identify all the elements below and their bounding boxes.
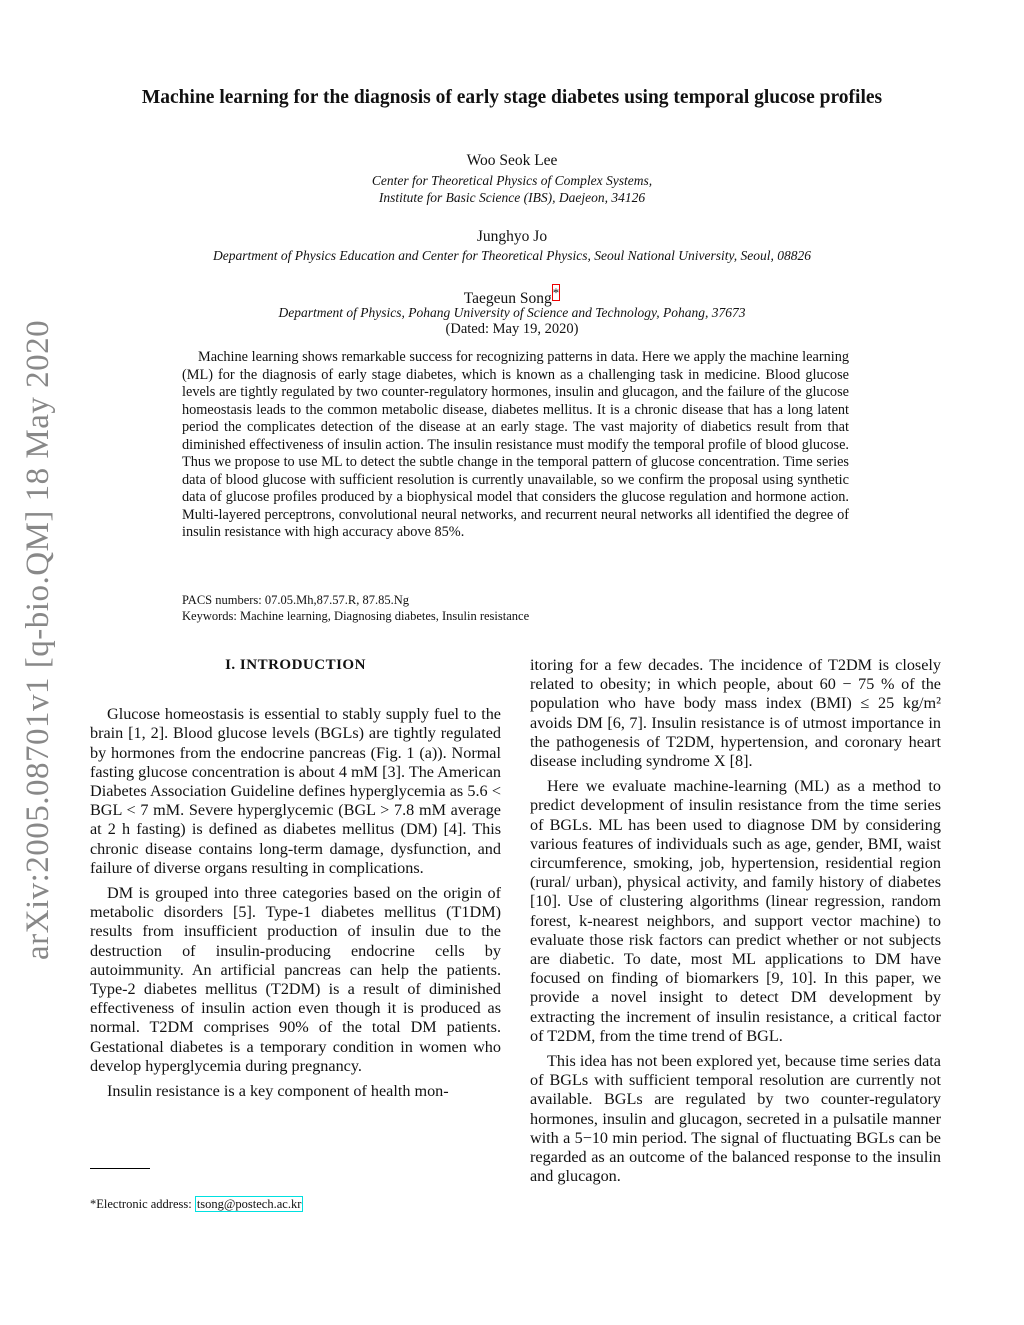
author-name: Woo Seok Lee bbox=[466, 152, 558, 169]
footnote bbox=[90, 1197, 303, 1212]
left-column bbox=[90, 656, 501, 1107]
pacs-keywords bbox=[182, 592, 529, 624]
body-paragraph: itoring for a few decades. The incidence of T2DM is closely related to obesity; in which people, about 60 − 75 % of the population who have body mass index (BMI) ≤ 25 kg/m² avoids DM [6, 7]. Insulin resistance is of utmost importance in the pathogenesis of T2DM, hypertension, and coronary heart disease including syndrome X [8]. bbox=[530, 656, 941, 771]
author-affiliation: Institute for Basic Science (IBS), Daejeon, 34126 bbox=[378, 190, 646, 205]
abstract: Machine learning shows remarkable success for recognizing patterns in data. Here we apply the machine learning (ML) for the diagnosis of early stage diabetes, which is known as a challenging task in medicine. Blood glucose levels are tightly regulated by two counter-regulatory hormones, insulin and glucagon, and the failure of the glucose homeostasis leads to the common metabolic disease, diabetes mellitus. It is a chronic disease that has a long latent period the complicates detection of the disease at an early stage. The vast majority of diabetics result from that diminished effectiveness of insulin action. The insulin resistance must modify the temporal profile of blood glucose. Thus we propose to use ML to detect the subtle change in the temporal pattern of glucose concentration. Time series data of blood glucose with sufficient resolution is currently unavailable, so we confirm the proposal using synthetic data of glucose profiles produced by a biophysical model that considers the glucose regulation and hormone action. Multi-layered perceptrons, convolutional neural networks, and recurrent neural networks all identified the degree of insulin resistance with high accuracy above 85%. bbox=[182, 349, 849, 540]
keywords: Keywords: Machine learning, Diagnosing diabetes, Insulin resistance bbox=[182, 609, 530, 623]
body-paragraph: Insulin resistance is a key component of health mon- bbox=[107, 1082, 449, 1101]
paper-title: Machine learning for the diagnosis of early stage diabetes using temporal glucose profiles bbox=[141, 87, 883, 108]
body-paragraph: Here we evaluate machine-learning (ML) as a method to predict development of insulin resistance from the time series of BGLs. ML has been used to diagnose DM by considering various features of individuals such as age, gender, BMI, waist circumference, smoking, job, hypertension, residential region (rural/ urban), physical activity, and family history of diabetes [10]. Use of clustering algorithms (linear regression, random forest, k-nearest neighbors, and support vector machine) to evaluate those risk factors can predict whether or not subjects are diabetic. To date, most ML applications to DM have focused on finding of biomarkers [9, 10]. In this paper, we provide a novel insight to detect DM development by extracting the increment of insulin resistance, a critical factor of T2DM, from the time trend of BGL. bbox=[530, 777, 941, 1045]
body-paragraph: DM is grouped into three categories based on the origin of metabolic disorders [5]. Type-1 diabetes mellitus (T1DM) results from insufficient production of insulin due to the destruction of insulin-producing endocrine cells by autoimmunity. An artificial pancreas can help the patients. Type-2 diabetes mellitus (T2DM) is a result of diminished effectiveness of insulin action even though it is produced as normal. T2DM comprises 90% of the total DM patients. Gestational diabetes is a temporary condition in women who develop hyperglycemia during pregnancy. bbox=[90, 884, 501, 1075]
author-affiliation: Department of Physics Education and Center for Theoretical Physics, Seoul National University, Seoul, 08826 bbox=[213, 248, 811, 263]
section-heading: I. INTRODUCTION bbox=[225, 657, 366, 673]
author-name: Junghyo Jo bbox=[476, 228, 548, 245]
footnote-label: *Electronic address: bbox=[90, 1197, 195, 1211]
arxiv-identifier-stamp: arXiv:2005.08701v1 [q-bio.QM] 18 May 2020 bbox=[20, 319, 56, 960]
author-affiliation: Center for Theoretical Physics of Complex Systems, bbox=[371, 173, 653, 188]
footnote-mark-link[interactable]: * bbox=[552, 285, 560, 300]
dated-line: (Dated: May 19, 2020) bbox=[445, 321, 579, 337]
author-affiliation: Department of Physics, Pohang University of Science and Technology, Pohang, 37673 bbox=[278, 305, 746, 320]
body-paragraph: This idea has not been explored yet, because time series data of BGLs with sufficient temporal resolution are currently not available. BGLs are regulated by two counter-regulatory hormones, insulin and glucagon, secreted in a pulsatile manner with a 5−10 min period. The signal of fluctuating BGLs can be regarded as an outcome of the balanced response to the insulin and glucagon. bbox=[530, 1052, 941, 1186]
email-link[interactable]: tsong@postech.ac.kr bbox=[196, 1197, 302, 1211]
right-column bbox=[530, 656, 941, 1192]
author-name: Taegeun Song bbox=[463, 290, 552, 308]
footnote-rule bbox=[90, 1168, 150, 1169]
body-paragraph: Glucose homeostasis is essential to stably supply fuel to the brain [1, 2]. Blood glucose levels (BGLs) are tightly regulated by hormones from the endocrine pancreas (Fig. 1 (a)). Normal fasting glucose concentration is about 4 mM [3]. The American Diabetes Association Guideline defines hyperglycemia as 5.6 < BGL < 7 mM. Severe hyperglycemic (BGL > 7.8 mM average at 2 h fasting) is defined as diabetes mellitus (DM) [4]. This chronic disease contains long-term damage, dysfunction, and failure of diverse organs resulting in complications. bbox=[90, 705, 501, 877]
pacs-numbers: PACS numbers: 07.05.Mh,87.57.R, 87.85.Ng bbox=[182, 593, 409, 607]
